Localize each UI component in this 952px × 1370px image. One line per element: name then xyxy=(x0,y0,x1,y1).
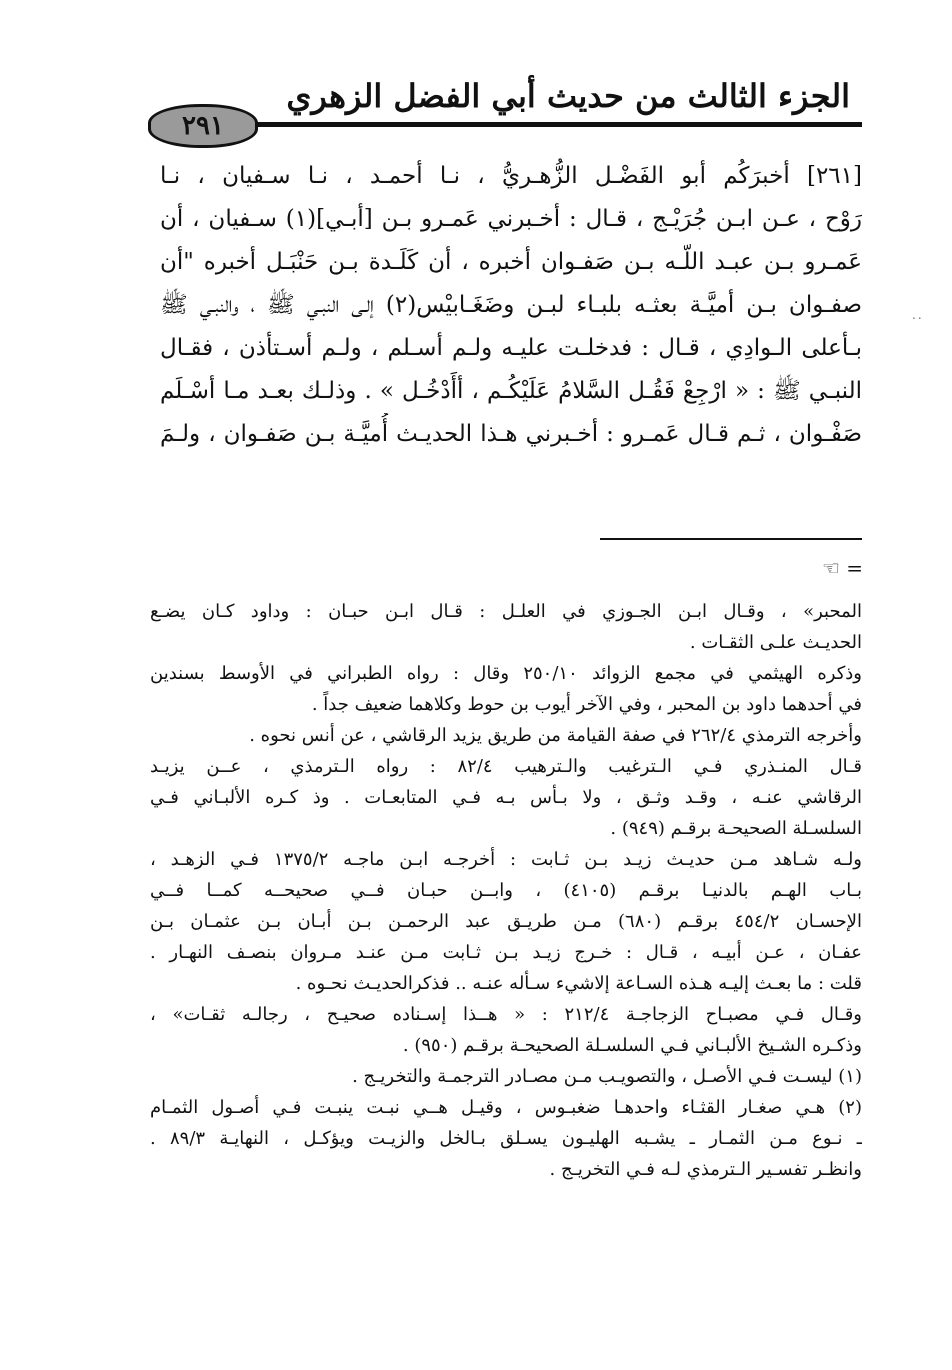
margin-mark: .. xyxy=(912,308,924,322)
footnote-separator xyxy=(600,538,862,540)
footnote-line-7: الرقاشي عنـه ، وقـد وثـق ، ولا بـأس بـه فـي المتابعـات . وذ كـره الألبـاني فـي xyxy=(150,787,862,808)
main-text-line-3: عَمـرو بـن عبـد اللّـه بـن صَفـوان أخبره ، أن كَلَـدة بـن حَنْبَـل أخبره "أن xyxy=(160,249,862,275)
footnotes-block xyxy=(150,596,862,1185)
main-text-line-2: رَوْح ، عـن ابـن جُرَيْـج ، قـال : أخـبرني عَمـرو بـن [أبـي](١) سـفيان ، أن xyxy=(160,206,862,232)
header-rule xyxy=(240,122,862,127)
footnote-line-3: وذكره الهيثمي في مجمع الزوائد ٢٥٠/١٠ وقال : رواه الطبراني في الأوسط بسندين xyxy=(150,663,862,684)
footnote-2-cont: ـ نـوع مـن الثمـار ـ يشـبه الهليـون يسـلق بـالخل والزيـت ويؤكـل ، النهايـة ٨٩/٣ . xyxy=(150,1128,862,1149)
footnote-1: (١) ليسـت فـي الأصـل ، والتصويـب مـن مصـادر الترجمـة والتخريـج . xyxy=(352,1066,862,1087)
footnote-line-15: وذكـره الشـيخ الألبـاني فـي السلسـلة الصحيحـة برقـم (٩٥٠) . xyxy=(402,1035,862,1056)
footnote-line-12: عفـان ، عـن أبيـه ، قـال : خـرج زيـد بـن ثـابت مـن عنـد مـروان بنصـف النهـار . xyxy=(150,942,862,963)
main-text-line-7: صَفْـوان ، ثـم قـال عَمـرو : أخـبرني هـذا الحديـث أُميَّـة بـن صَفـوان ، ولـمَ xyxy=(160,421,862,447)
footnote-line-11: الإحسـان ٤٥٤/٢ برقـم (٦٨٠) مـن طريـق عبد الرحمـن بـن أبـان بـن عثمـان بـن xyxy=(150,911,862,932)
main-text-line-5: بـأعلى الـوادِي ، قـال : فدخلـت عليـه ولـم أسـلم ، ولـم أسـتأذن ، فقـال xyxy=(160,335,862,361)
main-text-block xyxy=(160,155,862,456)
footnote-line-8: السلسـلة الصحيحـة برقـم (٩٤٩) . xyxy=(610,818,862,839)
footnote-line-9: ولـه شـاهد مـن حديـث زيـد بـن ثـابت : أخرجـه ابـن ماجـه ١٣٧٥/٢ فـي الزهـد ، xyxy=(150,849,862,870)
main-text-line-6: النبـي ﷺ : « ارْجِعْ فَقُـل السَّلامُ عَلَيْكُـم ، أأَدْخُـل » . وذلـك بعـد مـا أسْـلَم xyxy=(160,378,862,404)
footnote-line-5: وأخرجه الترمذي ٢٦٢/٤ في صفة القيامة من طريق يزيد الرقاشي ، عن أنس نحوه . xyxy=(249,725,862,746)
running-header-title: الجزء الثالث من حديث أبي الفضل الزهري xyxy=(286,77,850,115)
page-number-badge xyxy=(148,104,258,148)
footnote-2: (٢) هـي صغـار القثـاء واحدهـا ضغبـوس ، وقيـل هــي نبـت ينبـت فـي أصـول الثمـام xyxy=(150,1097,862,1118)
footnote-line-10: بـاب الهـم بالدنيـا برقـم (٤١٠٥) ، وابــن حبـان فــي صحيحــه كمــا فــي xyxy=(150,880,862,901)
footnote-line-13: قلت : ما بعـث إليـه هـذه السـاعة إلاشيء سـأله عنـه .. فذكرالحديـث نحـوه . xyxy=(295,973,862,994)
footnote-line-6: قـال المنـذري فـي الـترغيب والـترهيب ٨٢/٤ : رواه الـترمذي ، عــن يزيـد xyxy=(150,756,862,777)
footnote-line-4: في أحدهما داود بن المحبر ، وفي الآخر أيوب بن حوط وكلاهما ضعيف جداً . xyxy=(311,694,862,715)
main-text-line-1: [٢٦١] أخبرَكُم أبو الفَضْـل الزُّهـريُّ ، نـا أحمـد ، نـا سـفيان ، نـا xyxy=(160,163,862,189)
footnote-line-1: المحبر» ، وقـال ابـن الجـوزي في العلـل : قـال ابـن حبـان : وداود كـان يضـع xyxy=(150,601,862,622)
page-number: ٢٩١ xyxy=(182,111,224,141)
continuation-mark: = ☜ xyxy=(822,556,864,580)
footnote-line-14: وقـال فـي مصبـاح الزجاجـة ٢١٢/٤ : « هــذا إسـناده صحيـح ، رجالـه ثقـات» ، xyxy=(150,1004,862,1025)
footnote-2-end: وانظـر تفسـير الـترمذي لـه فـي التخريـج . xyxy=(549,1159,862,1180)
main-text-line-4: صفـوان بـن أميَّـة بعثـه بلبـاء لبـن وضَغَـابيْس(٢) إلـى النبـي ﷺ ، والنبـي ﷺ xyxy=(160,292,862,318)
footnote-line-2: الحديـث علـى الثقـات . xyxy=(689,632,862,653)
